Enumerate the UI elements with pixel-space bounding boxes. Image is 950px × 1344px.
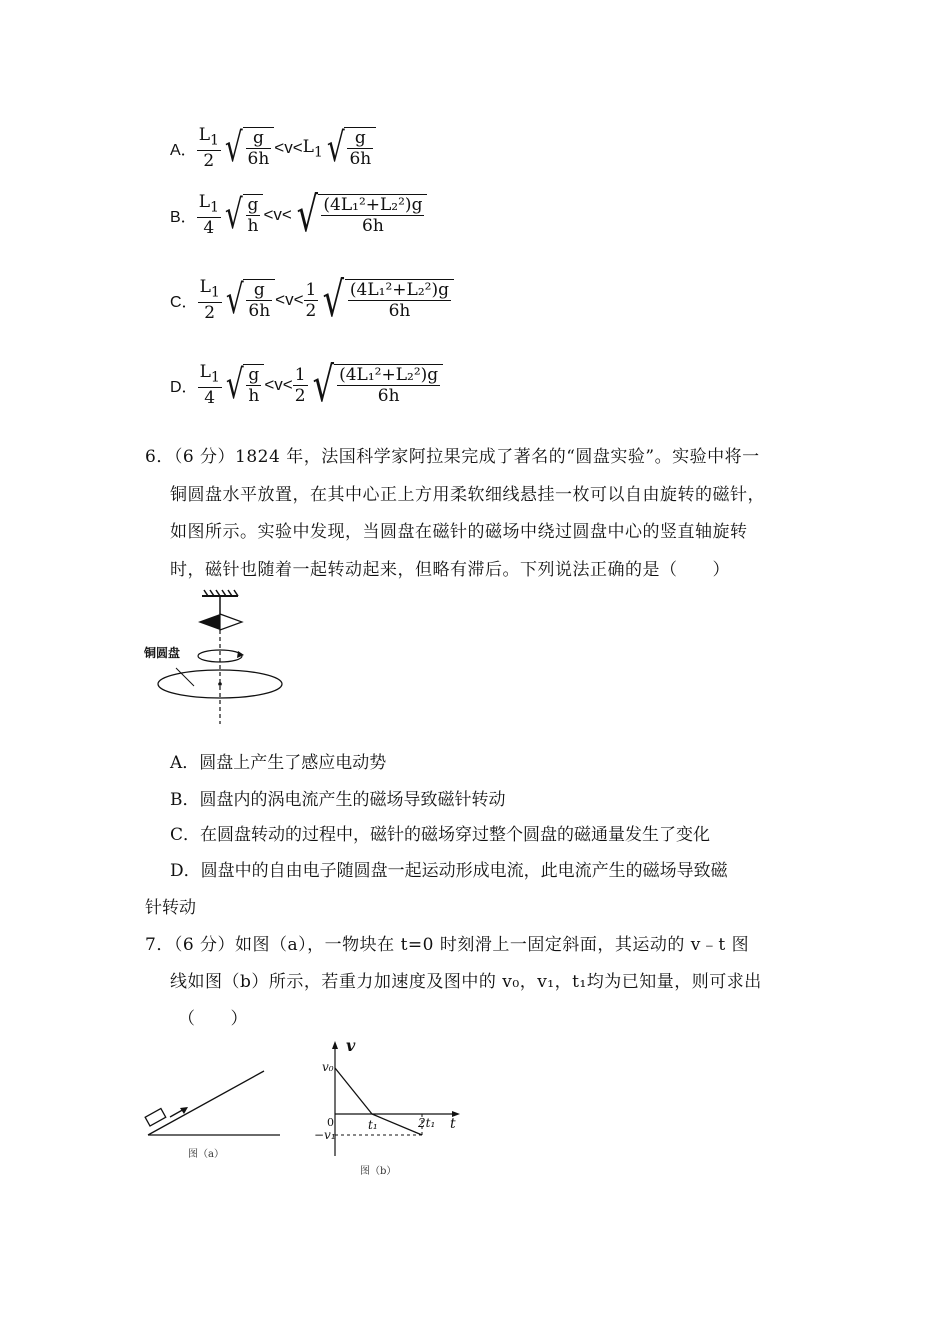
question-text-line: 7．（6 分）如图（a），一物块在 t=0 时刻滑上一固定斜面，其运动的 v﹣t 图 bbox=[145, 935, 750, 955]
option-d[interactable]: D．圆盘中的自由电子随圆盘一起运动形成电流，此电流产生的磁场导致磁 bbox=[170, 861, 728, 881]
option-c[interactable] bbox=[170, 272, 454, 329]
option-letter: C． bbox=[170, 293, 198, 311]
v-axis-label: v bbox=[346, 1036, 356, 1055]
question-text-line: 线如图（b）所示，若重力加速度及图中的 v₀，v₁，t₁均为已知量，则可求出 bbox=[170, 972, 762, 992]
formula: $\frac{L_1}{4}$ √ $\frac{g}{h}$ <v< $\frac{1}{2}$ √ $\frac{\text{(4L₁²+L₂²)g}}{6h}$ bbox=[198, 362, 444, 408]
option-b[interactable]: B．圆盘内的涡电流产生的磁场导致磁针转动 bbox=[170, 790, 506, 810]
v-line-up bbox=[335, 1068, 372, 1114]
fraction: $\frac{L_1}{2}$ bbox=[198, 125, 219, 172]
incline-figure bbox=[140, 1065, 290, 1165]
figure-caption: 图（a） bbox=[188, 1149, 224, 1160]
question-text-line: 6．（6 分）1824 年，法国科学家阿拉果完成了著名的“圆盘实验”。实验中将一 bbox=[145, 447, 760, 467]
sqrt-sign: √ bbox=[224, 125, 243, 172]
question-text-line: 铜圆盘水平放置，在其中心正上方用柔软细线悬挂一枚可以自由旋转的磁针， bbox=[170, 485, 765, 505]
option-letter: A． bbox=[170, 141, 197, 159]
option-letter: B． bbox=[170, 208, 197, 226]
option-a[interactable] bbox=[170, 125, 376, 171]
vt-graph bbox=[310, 1036, 470, 1161]
option-letter: D． bbox=[170, 378, 198, 396]
needle-north bbox=[198, 614, 220, 630]
origin-label: 0 bbox=[327, 1116, 334, 1129]
needle-south bbox=[220, 614, 242, 630]
figure-label: 铜圆盘 bbox=[144, 646, 181, 660]
v-line-down bbox=[372, 1114, 422, 1135]
formula: $\frac{L_1}{4}$ √ $\frac{g}{h}$ <v< √ $\frac{\text{(4L₁²+L₂²)g}}{6h}$ bbox=[197, 192, 428, 238]
option-d-continuation: 针转动 bbox=[145, 898, 196, 918]
copper-disk-figure bbox=[140, 588, 300, 728]
question-text-line: 时，磁针也随着一起转动起来，但略有滞后。下列说法正确的是（ ） bbox=[170, 560, 730, 580]
question-text-line: （ ） bbox=[178, 1009, 248, 1029]
option-a[interactable]: A．圆盘上产生了感应电动势 bbox=[170, 753, 387, 773]
t-axis-label: t bbox=[450, 1116, 456, 1132]
t2-label: 2t₁ bbox=[418, 1116, 436, 1130]
option-b[interactable] bbox=[170, 187, 427, 244]
block bbox=[145, 1109, 166, 1126]
incline-diagram bbox=[140, 1065, 290, 1145]
option-c[interactable]: C．在圆盘转动的过程中，磁针的磁场穿过整个圆盘的磁通量发生了变化 bbox=[170, 825, 711, 845]
neg-v1-label: −v₁ bbox=[314, 1128, 336, 1142]
vt-graph-figure bbox=[310, 1036, 470, 1176]
formula: $\frac{L_1}{2}$ √ $\frac{g}{6h}$ <v< $L_1$ √ $\frac{g}{6h}$ bbox=[197, 125, 377, 171]
option-d[interactable] bbox=[170, 357, 443, 414]
figure-caption: 图（b） bbox=[360, 1166, 397, 1177]
question-text-line: 如图所示。实验中发现，当圆盘在磁针的磁场中绕过圆盘中心的竖直轴旋转 bbox=[170, 522, 748, 542]
formula: $\frac{L_1}{2}$ √ $\frac{g}{6h}$ <v< $\frac{1}{2}$ √ $\frac{\text{(4L₁²+L₂²)g}}{6h}$ bbox=[198, 277, 454, 323]
t1-label: t₁ bbox=[368, 1118, 378, 1132]
v0-label: v₀ bbox=[322, 1060, 334, 1074]
